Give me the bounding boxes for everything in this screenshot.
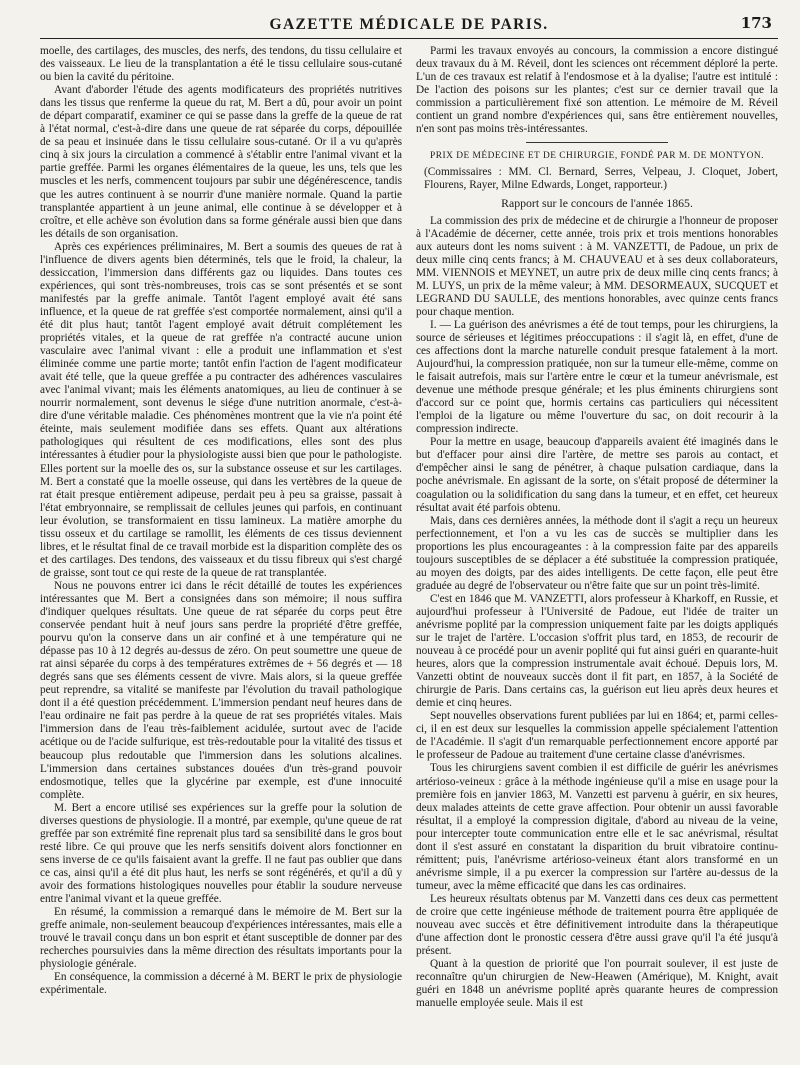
intro-paragraph: Parmi les travaux envoyés au concours, la commission a encore distingué deux travaux du à M. Réveil, dont les sciences ont récemment déploré la perte. L'un de ces travaux est relatif à l'endosmose et à la dyalise; l'autre est intitulé : De l'action des poisons sur les plantes; c'est sur ce dernier travail que la commission a particulièrement fixé son attention. Le mémoire de M. Réveil contient un grand nombre d'expériences qui, sans être entièrement nouvelles, n'en sont pas moins très-intéressantes.	[416, 45, 778, 136]
paragraph: Nous ne pouvons entrer ici dans le récit détaillé de toutes les expériences intéressantes que M. Bert a consignées dans son mémoire; il nous suffira d'indiquer quelques résultats. Une queue de rat séparée du corps peut être conservée pendant huit à neuf jours sans perdre la propriété d'être greffée, pourvu qu'on la conserve dans un air confiné et à une température qui ne dépasse pas 10 à 12 degrés au-dessus de zéro. On peut soumettre une queue de rat ainsi séparée du corps à des températures extrêmes de + 56 degrés et — 18 degrés sans que ses éléments cessent de vivre. Mais alors, si la queue greffée peut reprendre, sa vitalité se manifeste par l'évolution du travail pathologique dont il a été question précédemment. L'immersion pendant neuf heures dans de l'eau ordinaire ne fait pas perdre à la queue de rat ses propriétés vitales. Mais l'immersion dans de l'eau très-faiblement acidulée, surtout avec de l'acide acétique ou de l'acide sulfurique, est très-redoutable pour la vitalité des tissus et beaucoup plus redoutable que l'immersion dans les solutions alcalines. L'immersion dans certaines substances douées d'un très-grand pouvoir endosmotique, telles que la glycérine par exemple, est d'une innocuité complète.	[40, 579, 402, 801]
paragraph: M. Bert a encore utilisé ses expériences sur la greffe pour la solution de diverses questions de physiologie. Il a montré, par exemple, qu'une queue de rat greffée par son extrémité fine reprenait plus tard sa sensibilité dans le gros bout resté libre. Ce qui prouve que les nerfs sensitifs doivent alors fonctionner en sens inverse de ce qu'ils faisaient avant la greffe. Il ne faut pas oublier que dans ce cas, ainsi qu'il a été dit plus haut, les nerfs se sont régénérés, et qu'il a dû y avoir des formations histologiques nouvelles pour établir la soudure nerveuse entre l'animal vivant et la queue greffée.	[40, 801, 402, 906]
paragraph: Pour la mettre en usage, beaucoup d'appareils avaient été imaginés dans le but d'effacer pour ainsi dire l'artère, de mettre ses parois au contact, et d'empêcher ainsi le sang de pénétrer, à chaque pulsation cardiaque, dans la poche anévrismale. En agissant de la sorte, on s'était proposé de déterminer la coagulation ou la solidification du sang dans la tumeur, et en effet, cet heureux résultat avait été parfois obtenu.	[416, 436, 778, 514]
paragraph: En résumé, la commission a remarqué dans le mémoire de M. Bert sur la greffe animale, non-seulement beaucoup d'expériences intéressantes, mais elle a trouvé le travail conçu dans un bon esprit et étant susceptible de donner par des recherches poursuivies dans la même direction des résultats importants pour la physiologie générale.	[40, 906, 402, 971]
paragraph: En conséquence, la commission a décerné à M. BERT le prix de physiologie expérimentale.	[40, 971, 402, 997]
left-column	[40, 45, 402, 1055]
paragraph: Après ces expériences préliminaires, M. Bert a soumis des queues de rat à l'influence de divers agents bien déterminés, tels que le froid, la chaleur, la dessiccation, l'immersion dans différents gaz ou liquides. Dans toutes ces expériences, qui sont très-nombreuses, trois cas se sont présentés et se sont manifestés par la greffe animale. Tantôt l'agent employé avait été sans influence, et la queue de rat greffée s'est comportée normalement, ainsi qu'il a été dit plus haut; tantôt l'agent employé avait détruit complétement les propriétés vitales, et la queue de rat greffée n'a contracté aucune union vasculaire avec l'animal vivant : elle a produit une inflammation et s'est éliminée comme une partie morte; tantôt enfin l'action de l'agent modificateur avait été telle, que la queue greffée a pu contracter des adhérences vasculaires avec l'animal vivant; mais les éléments anatomiques, au lieu de continuer à se nourrir normalement, sont devenus le siége d'une nutrition anormale, c'est-à-dire d'une véritable maladie. Ces phénomènes montrent que la vie n'a point été éteinte, mais seulement modifiée dans ses effets. Quant aux altérations pathologiques qui résultent de ces modifications, elles sont des plus intéressantes à étudier pour la physiologiste aussi bien que pour le pathologiste. Elles portent sur la moelle des os, sur la substance osseuse et sur les cartilages. M. Bert a constaté que la moelle osseuse, qui dans les vertèbres de la queue de rat était presque entièrement adipeuse, perdait peu à peu sa graisse, passait à l'état embryonnaire, se remplissait de cellules jeunes qui parfois, en continuant leur évolution, se transformaient en tissu lamineux. La matière amorphe du tissu osseux et du cartilage se ramollit, les éléments de ces tissus deviennent libres, et le résultat final de ce travail morbide est la disparition complète des os et des cartilages. Des tendons, des vaisseaux et du tissu fibreux qui s'est chargé de graisse, sont tout ce qui reste de la queue de rat transplantée.	[40, 240, 402, 579]
paragraph: Les heureux résultats obtenus par M. Vanzetti dans ces deux cas permettent de croire que cette ingénieuse méthode de traitement pourra être appliquée de nouveau avec succès et être définitivement introduite dans la thérapeutique d'une affection dont le pronostic cessera d'être aussi grave qu'il l'a été jusqu'à présent.	[416, 892, 778, 958]
paragraph: Avant d'aborder l'étude des agents modificateurs des propriétés nutritives dans les tissus que renferme la queue du rat, M. Bert a dû, pour avoir un point de départ comparatif, examiner ce qui se passe dans la greffe de la queue de rat à l'état normal, c'est-à-dire dans une queue de rat séparée du corps, dépouillée de sa peau et insinuée dans le tissu cellulaire sous-cutané. Or il a vu qu'après cinq à six jours la circulation a commencé à s'établir entre l'animal vivant et la partie greffée. Parmi les organes élémentaires de la queue, les uns, tels que les muscles et les nerfs, commencent toujours par subir une dégénérescence, tandis que les autres continuent à se nourrir d'une manière normale. Quand la partie transplantée appartient à un jeune animal, elle continue à se développer et à croître, et elle achève son évolution dans sa forme générale aussi bien que dans les détails de son organisation.	[40, 84, 402, 240]
paragraph: Mais, dans ces dernières années, la méthode dont il s'agit a reçu un heureux perfectionnement, et l'on a vu les cas de succès se multiplier dans les proportions les plus encourageantes : à la compression faite par des appareils toujours susceptibles de se déplacer a été substituée la compression pratiquée, au moyen des doigts, par des aides intelligents. De cette façon, elle peut être graduée au degré de l'observateur ou n'être faite que sur un point très-limité.	[416, 514, 778, 592]
right-column	[416, 45, 778, 1055]
paragraph: Quant à la question de priorité que l'on pourrait soulever, il est juste de reconnaître qu'un chirurgien de New-Heawen (Amérique), M. Knight, avait guéri en 1848 un anévrisme poplité après quarante heures de compression manuelle employée seule. Mais il est	[416, 958, 778, 1010]
report-title: Rapport sur le concours de l'année 1865.	[501, 196, 693, 211]
paragraph: La commission des prix de médecine et de chirurgie a l'honneur de proposer à l'Académie de décerner, cette année, trois prix et trois mentions honorables aux auteurs dont les noms suivent : à M. VANZETTI, de Padoue, un prix de deux mille cinq cents francs; à M. CHAUVEAU et à ses deux collaborateurs, MM. VIENNOIS et MEYNET, un autre prix de deux mille cinq cents francs; à M. LUYS, un prix de la même valeur; à MM. DESORMEAUX, SUCQUET et LEGRAND DU SAULLE, des mentions honorables, avec quinze cents francs pour chaque mention.	[416, 214, 778, 318]
paragraph: Tous les chirurgiens savent combien il est difficile de guérir les anévrismes artérioso-veineux : grâce à la méthode ingénieuse qu'il a mise en usage pour la première fois en janvier 1863, M. Vanzetti est parvenu à guérir, en six heures, deux malades atteints de cette grave affection. Pour obtenir un aussi favorable résultat, il a employé la compression digitale, d'abord au niveau de la veine, pour intercepter toute communication entre elle et le sac anévrismal, résultat dont il s'est assuré en constatant la disparition du bruit vibratoire continu-rémittent; puis, l'anévrisme artérioso-veineux étant alors transformé en un anévrisme simple, il a pu exercer la compression sur l'artère au-dessus de la tumeur, avec la même efficacité que dans les cas ordinaires.	[416, 762, 778, 892]
commission-list: (Commissaires : MM. Cl. Bernard, Serres, Velpeau, J. Cloquet, Jobert, Flourens, Rayer, Milne Edwards, Longet, rapporteur.)	[424, 166, 778, 192]
paragraph: I. — La guérison des anévrismes a été de tout temps, pour les chirurgiens, la source de sérieuses et légitimes préoccupations : il s'agit là, en effet, d'une de ces affections dont la marche naturelle conduit presque fatalement à la mort. Aujourd'hui, la compression pratiquée, non sur la tumeur elle-même, comme on le faisait autrefois, mais sur l'artère entre le cœur et la tumeur anévrismale, est devenue une méthode presque générale; et les plus éminents chirurgiens sont d'accord sur ce point que, hormis certains cas particuliers qui nécessitent l'emploi de la ligature ou même l'ouverture du sac, on doit recourir à la compression indirecte.	[416, 318, 778, 436]
section-divider	[526, 142, 668, 143]
paragraph: Sept nouvelles observations furent publiées par lui en 1864; et, parmi celles-ci, il en est deux sur lesquelles la commission appelle spécialement l'attention de l'Académie. Il s'agit d'un remarquable perfectionnement encore apporté par le professeur de Padoue au traitement d'une certaine classe d'anévrismes.	[416, 710, 778, 762]
text-columns	[40, 45, 778, 1055]
masthead-title: GAZETTE MÉDICALE DE PARIS.	[269, 16, 549, 33]
page-header	[40, 0, 778, 39]
prize-heading: PRIX DE MÉDECINE ET DE CHIRURGIE, FONDÉ PAR M. DE MONTYON.	[430, 151, 764, 162]
paragraph: moelle, des cartilages, des muscles, des nerfs, des tendons, du tissu cellulaire et des vaisseaux. Le lieu de la transplantation a été le tissu cellulaire sous-cutané ou bien la cavité du péritoine.	[40, 45, 402, 84]
page-number: 173	[740, 14, 772, 32]
paragraph: C'est en 1846 que M. VANZETTI, alors professeur à Kharkoff, en Russie, et aujourd'hui professeur à l'Université de Padoue, eut l'idée de traiter un anévrisme poplité par la compression uniquement faite par les doigts appliqués sur le trajet de l'artère. L'occasion s'offrit plus tard, en 1853, de recourir de nouveau à ce procédé pour un avenir poplité qui fut ainsi guéri en quarante-huit heures, alors que la compression instrumentale avait échoué. Depuis lors, M. Vanzetti obtint de nouveaux succès dont il fit part, en 1857, à la Société de chirurgie de Paris. Dans certains cas, la guérison eut lieu après deux heures et demie et cinq heures.	[416, 592, 778, 710]
